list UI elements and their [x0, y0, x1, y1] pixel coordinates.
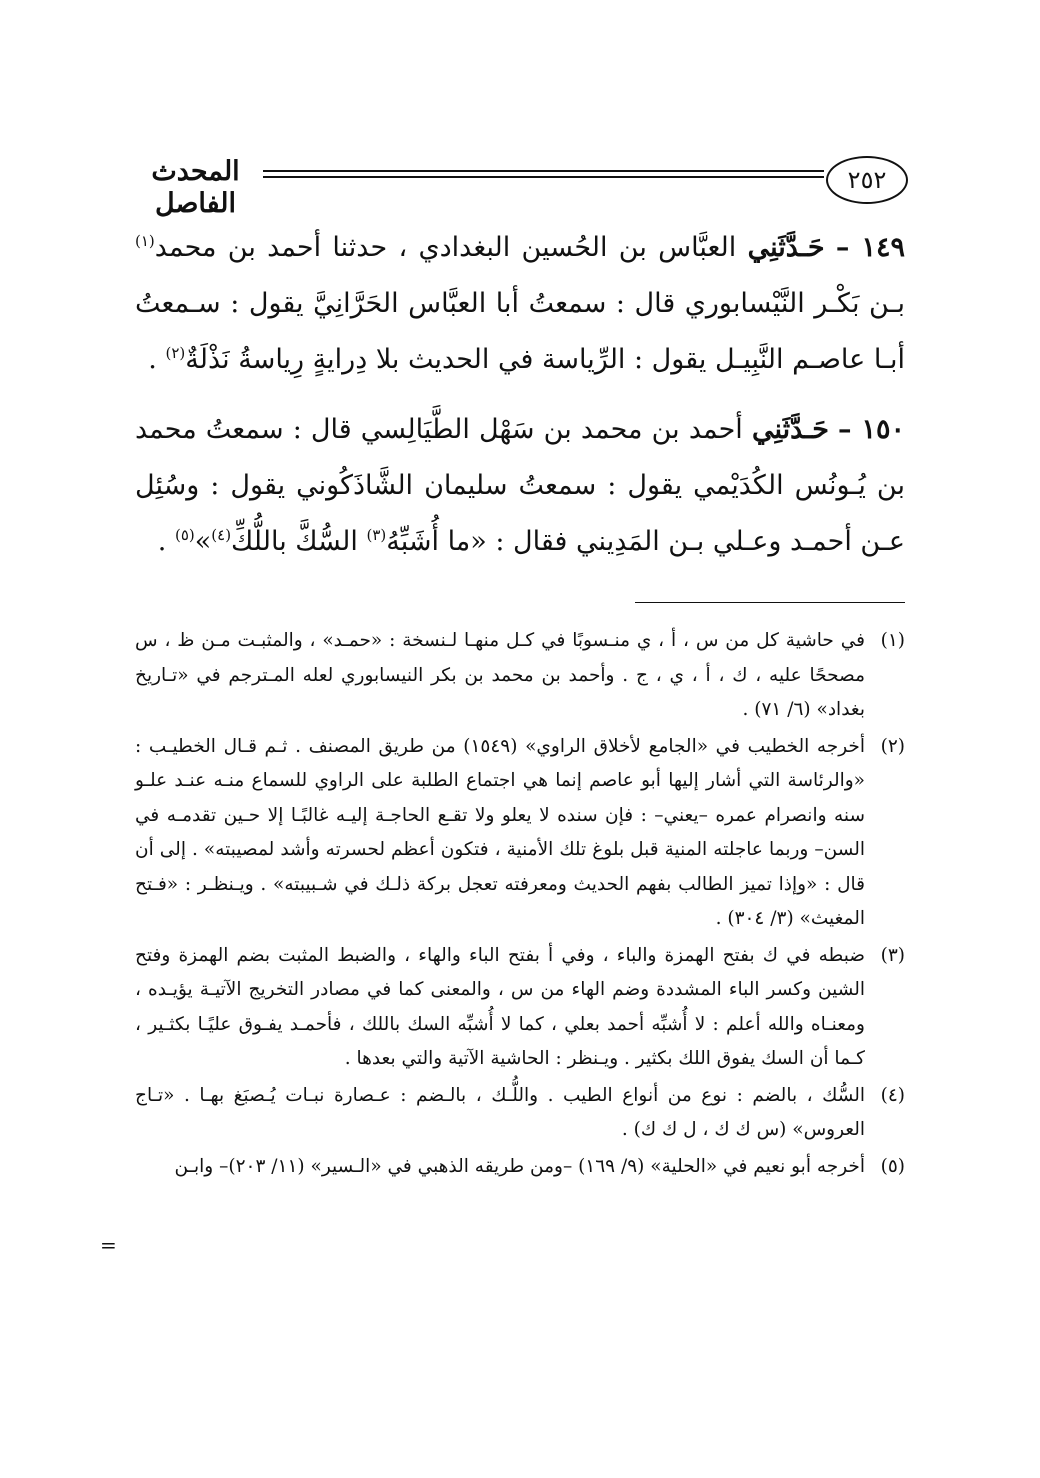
hadith-number: ١٥٠ –: [838, 414, 906, 445]
book-title: المحدث الفاصل: [151, 156, 240, 220]
footnote-number: (٤): [880, 1084, 905, 1106]
footnote-text: في حاشية كل من س ، أ ، ي منـسوبًا في كـل منهـا لـنسخة : «حمـد» ، والمثبـت مـن ظ ، س مصححًا عليه ، ك ، أ ، ي ، ج . وأحمد بن محمد بن بكر النيسابوري لعله المـترجم في «تـاريخ بغداد» (٦/ ٧١) .: [135, 630, 865, 720]
header-rule: [263, 170, 824, 172]
footnote-1: [135, 624, 905, 728]
footnote-4: [135, 1079, 905, 1148]
hadith-text: أحمد بن محمد بن سَهْل الطَّيَالِسي قال : سمعتُ محمد بن يُـونُس الكُدَيْمي يقول : سمعتُ سليمان الشَّاذَكُوني يقول : وسُئِل عـن أحمـد وعـلي بـن المَدِيني فقال : «ما أُشَبِّهُ: [135, 414, 905, 557]
page-number: ٢٥٢: [826, 156, 908, 204]
footnote-ref: (٥): [174, 526, 195, 544]
footnote-text: أخرجه الخطيب في «الجامع لأخلاق الراوي» (١٥٤٩) من طريق المصنف . ثـم قـال الخطيـب : «والرئاسة التي أشار إليها أبو عاصم إنما هي اجتماع الطلبة على الراوي للسماع منـه عنـد علـو سنه وانصرام عمره –يعني– : فإن سنده لا يعلو ولا تقـع الحاجـة إليـه غالبًـا إلا حـين تقدمـه في السن– وربما عاجلته المنية قبل بلوغ تلك الأمنية ، فتكون أعظم لحسرته وأشد لمصيبته» . إلى أن قال : «وإذا تميز الطالب بفهم الحديث ومعرفته تعجل بركة ذلـك في شـبيبته» . ويـنظـر : «فـتح المغيث» (٣/ ٣٠٤) .: [135, 735, 865, 929]
footnote-5: [135, 1150, 905, 1185]
hadith-text: .: [157, 526, 167, 557]
footnote-divider: [635, 602, 905, 603]
footnotes: [135, 624, 905, 1186]
footnote-ref: (١): [135, 232, 155, 250]
hadith-text: العبَّاس بن الحُسين البغدادي ، حدثنا أحمد بن محمد: [154, 232, 737, 263]
footnote-2: [135, 730, 905, 937]
hadith-text: .: [148, 344, 157, 375]
footnote-ref: (٣): [366, 526, 387, 544]
hadith-149: [135, 220, 905, 388]
footnote-number: (٥): [880, 1155, 905, 1177]
hadith-text: بـن بَكْـر النَّيْسابوري قال : سمعتُ أبا العبَّاس الحَرَّانِيَّ يقول : سـمعتُ أبـا عاصـم النَّبِيـل يقول : الرِّياسة في الحديث بلا دِرايةٍ رِياسةُ نَذْلَةٌ: [135, 288, 905, 375]
footnote-text: أخرجه أبو نعيم في «الحلية» (٩/ ١٦٩) –ومن طريقه الذهبي في «الـسير» (١١/ ٢٠٣)– وابـن: [174, 1155, 865, 1177]
page-header: [133, 152, 908, 220]
main-text: [135, 220, 905, 584]
footnote-text: ضبطه في ك بفتح الهمزة والباء ، وفي أ بفتح الباء والهاء ، والضبط المثبت بضم الهمزة وفتح الشين وكسر الباء المشددة وضم الهاء من س ، والمعنى كما في مصادر التخريج الآتيـة يؤيـده ، ومعنـاه والله أعلم : لا أُشبِّه أحمد بعلي ، كما لا أُشبِّه السك باللك ، فأحمـد يفـوق عليًـا بكثـير ، كـما أن السك يفوق اللك بكثير . ويـنظر : الحاشية الآتية والتي بعدها .: [135, 944, 865, 1069]
hadith-150: [135, 402, 905, 570]
hadith-haddatha: حَـدَّثَنِي: [751, 414, 829, 445]
footnote-number: (٢): [880, 735, 905, 757]
footnote-ref: (٤): [211, 526, 232, 544]
footnote-ref: (٢): [165, 344, 186, 362]
footnote-number: (١): [880, 630, 905, 651]
header-rule-second: [263, 176, 824, 178]
hadith-number: ١٤٩ –: [835, 232, 905, 263]
hadith-text: »: [194, 526, 212, 557]
footnote-text: السُّك ، بالضم : نوع من أنواع الطيب . واللُّـك ، بالـضم : عـصارة نبـات يُـصبَغ بهـا . «تـاج العروس» (س ك ك ، ل ك ك) .: [135, 1084, 865, 1140]
footnote-3: [135, 939, 905, 1077]
continuation-mark: =: [100, 1233, 117, 1257]
hadith-text: السُّكَّ باللُّكِّ: [231, 526, 358, 557]
footnote-number: (٣): [880, 944, 905, 966]
hadith-haddatha: حَـدَّثَنِي: [747, 232, 825, 263]
